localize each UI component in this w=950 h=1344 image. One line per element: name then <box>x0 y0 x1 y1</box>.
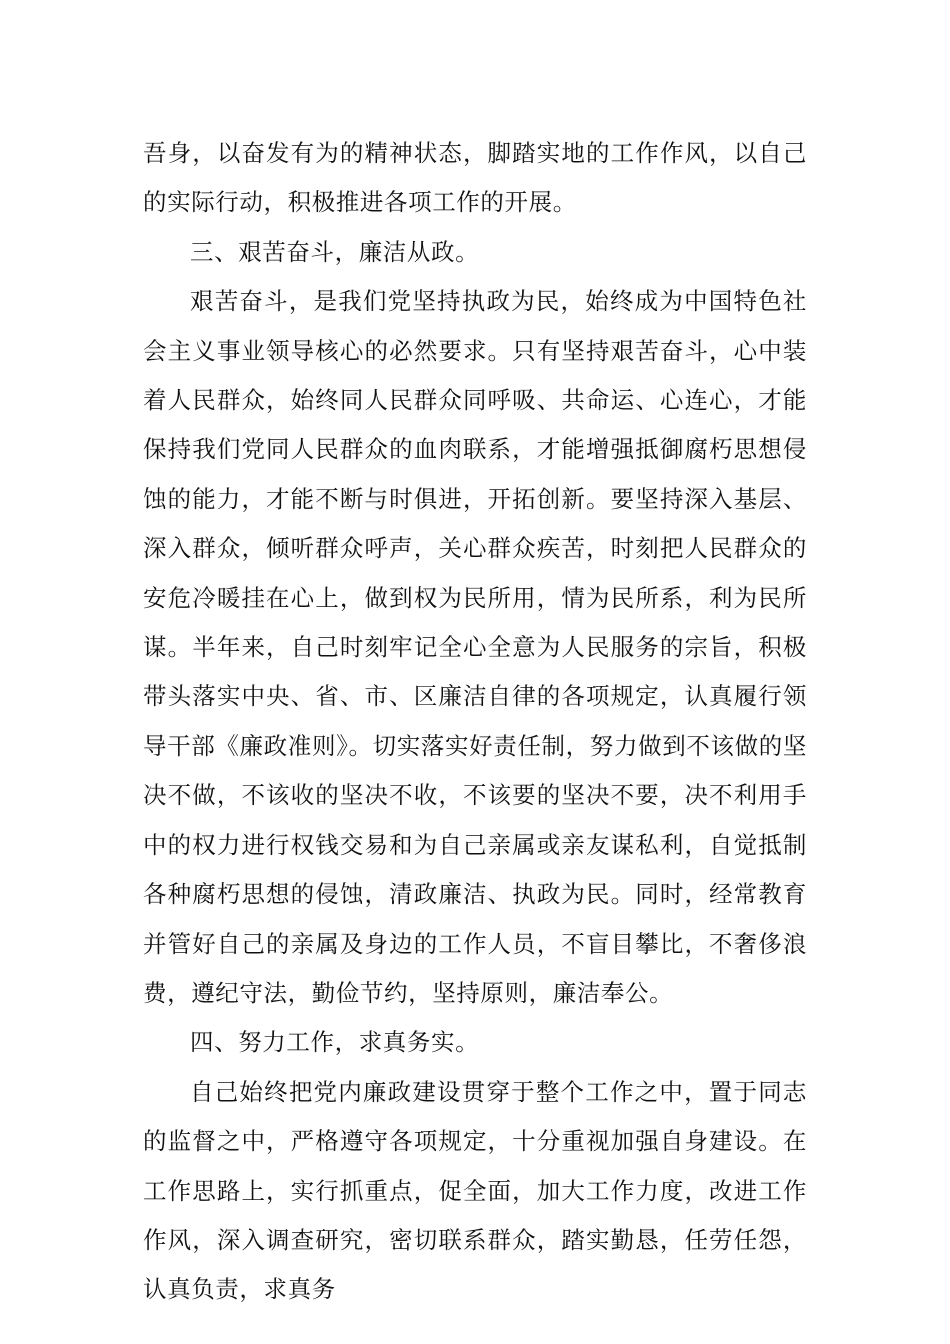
paragraph-section-4: 自己始终把党内廉政建设贯穿于整个工作之中，置于同志的监督之中，严格遵守各项规定，十分重视加强自身建设。在工作思路上，实行抓重点，促全面，加大工作力度，改进工作作风，深入调查研究，密切联系群众，踏实勤恳，任劳任怨，认真负责，求真务 <box>143 1077 807 1304</box>
paragraph-section-3: 艰苦奋斗，是我们党坚持执政为民，始终成为中国特色社会主义事业领导核心的必然要求。只有坚持艰苦奋斗，心中装着人民群众，始终同人民群众同呼吸、共命运、心连心，才能保持我们党同人民群众的血肉联系，才能增强抵御腐朽思想侵蚀的能力，才能不断与时俱进，开拓创新。要坚持深入基层、深入群众，倾听群众呼声，关心群众疾苦，时刻把人民群众的安危冷暖挂在心上，做到权为民所用，情为民所系，利为民所谋。半年来，自己时刻牢记全心全意为人民服务的宗旨，积极带头落实中央、省、市、区廉洁自律的各项规定，认真履行领导干部《廉政准则》。切实落实好责任制，努力做到不该做的坚决不做，不该收的坚决不收，不该要的坚决不要，决不利用手中的权力进行权钱交易和为自己亲属或亲友谋私利，自觉抵制各种腐朽思想的侵蚀，清政廉洁、执政为民。同时，经常教育并管好自己的亲属及身边的工作人员，不盲目攀比，不奢侈浪费，遵纪守法，勤俭节约，坚持原则，廉洁奉公。 <box>143 287 807 1007</box>
section-heading-3: 三、艰苦奋斗，廉洁从政。 <box>190 237 480 266</box>
document-body <box>143 129 807 1315</box>
paragraph-continuation: 吾身，以奋发有为的精神状态，脚踏实地的工作作风，以自己的实际行动，积极推进各项工作的开展。 <box>143 139 807 217</box>
section-heading-4: 四、努力工作，求真务实。 <box>190 1028 480 1057</box>
